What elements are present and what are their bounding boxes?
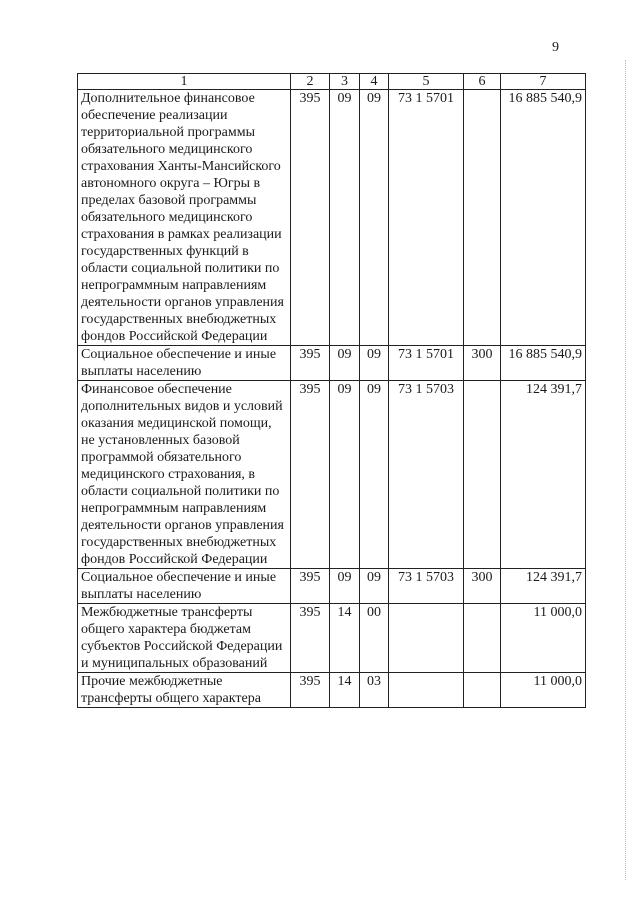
cell-section: 14: [330, 673, 360, 708]
row-name: Социальное обеспечение и иные выплаты населению: [78, 346, 291, 381]
cell-code: 395: [291, 346, 330, 381]
cell-expense-type: 300: [464, 569, 501, 604]
cell-expense-type: 300: [464, 346, 501, 381]
cell-subsection: 09: [360, 346, 389, 381]
table-row: [78, 604, 586, 673]
cell-section: 09: [330, 569, 360, 604]
column-header: 4: [360, 74, 389, 90]
row-name: Межбюджетные трансферты общего характера бюджетам субъектов Российской Федерации и муниципальных образований: [78, 604, 291, 673]
cell-section: 09: [330, 346, 360, 381]
table-header-row: [78, 74, 586, 90]
cell-amount: 11 000,0: [501, 673, 586, 708]
scan-edge-marks: [625, 60, 628, 880]
cell-amount: 11 000,0: [501, 604, 586, 673]
cell-subsection: 09: [360, 90, 389, 346]
cell-target-article: [389, 673, 464, 708]
cell-code: 395: [291, 569, 330, 604]
cell-section: 09: [330, 90, 360, 346]
column-header: 7: [501, 74, 586, 90]
table-row: [78, 569, 586, 604]
cell-target-article: 73 1 5701: [389, 346, 464, 381]
row-name: Дополнительное финансовое обеспечение реализации территориальной программы обязательного медицинского страхования Ханты-Мансийского автономного округа – Югры в пределах базовой программы обязательного медицинского страхования в рамках реализации государственных функций в области социальной политики по непрограммным направлениям деятельности органов управления государственных внебюджетных фондов Российской Федерации: [78, 90, 291, 346]
row-name: Социальное обеспечение и иные выплаты населению: [78, 569, 291, 604]
cell-subsection: 09: [360, 569, 389, 604]
column-header: 1: [78, 74, 291, 90]
cell-code: 395: [291, 604, 330, 673]
cell-amount: 124 391,7: [501, 569, 586, 604]
budget-table: [77, 73, 586, 708]
table-row: [78, 90, 586, 346]
cell-code: 395: [291, 90, 330, 346]
column-header: 6: [464, 74, 501, 90]
cell-section: 09: [330, 381, 360, 569]
cell-target-article: [389, 604, 464, 673]
cell-amount: 16 885 540,9: [501, 90, 586, 346]
cell-code: 395: [291, 673, 330, 708]
cell-amount: 124 391,7: [501, 381, 586, 569]
column-header: 2: [291, 74, 330, 90]
cell-subsection: 03: [360, 673, 389, 708]
table-row: [78, 346, 586, 381]
cell-expense-type: [464, 604, 501, 673]
cell-target-article: 73 1 5703: [389, 569, 464, 604]
cell-subsection: 00: [360, 604, 389, 673]
cell-code: 395: [291, 381, 330, 569]
table-row: [78, 673, 586, 708]
column-header: 3: [330, 74, 360, 90]
cell-expense-type: [464, 673, 501, 708]
row-name: Финансовое обеспечение дополнительных видов и условий оказания медицинской помощи, не установленных базовой программой обязательного медицинского страхования, в области социальной политики по непрограммным направлениям деятельности органов управления государственных внебюджетных фондов Российской Федерации: [78, 381, 291, 569]
cell-section: 14: [330, 604, 360, 673]
cell-amount: 16 885 540,9: [501, 346, 586, 381]
column-header: 5: [389, 74, 464, 90]
cell-expense-type: [464, 90, 501, 346]
cell-expense-type: [464, 381, 501, 569]
cell-target-article: 73 1 5701: [389, 90, 464, 346]
cell-target-article: 73 1 5703: [389, 381, 464, 569]
table-row: [78, 381, 586, 569]
cell-subsection: 09: [360, 381, 389, 569]
page-number: 9: [552, 40, 559, 55]
row-name: Прочие межбюджетные трансферты общего характера: [78, 673, 291, 708]
